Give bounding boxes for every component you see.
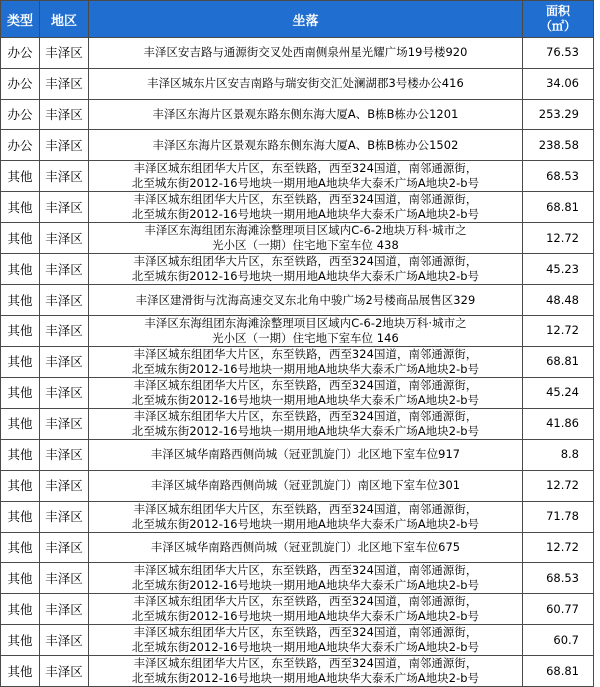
table-row [1,346,594,377]
table-row [1,408,594,439]
address-line: 丰泽区城华南路西侧尚城（冠亚凯旋门）北区地下室车位675 [150,539,461,554]
address-line: 丰泽区城东组团华大片区，东至铁路，西至324国道，南邻通源街， [133,501,478,516]
cell-district: 丰泽区 [40,656,89,687]
table-row [1,656,594,687]
address-line: 丰泽区城东组团华大片区，东至铁路，西至324国道，南邻通源街， [133,377,478,392]
cell-size: 45.24 [523,377,594,408]
cell-address [89,594,523,625]
cell-address [89,563,523,594]
cell-address [89,532,523,563]
cell-type: 其他 [1,439,40,470]
address-line: 北至城东街2012-16号地块一期用地A地块华大泰禾广场A地块2-b号 [131,423,480,438]
address-line: 丰泽区城东组团华大片区，东至铁路，西至324国道，南邻通源街， [133,625,478,640]
cell-district: 丰泽区 [40,594,89,625]
cell-address [89,68,523,99]
cell-type: 其他 [1,377,40,408]
cell-address [89,501,523,532]
cell-address [89,254,523,285]
address-line: 丰泽区城华南路西侧尚城（冠亚凯旋门）北区地下室车位917 [150,447,461,462]
cell-district: 丰泽区 [40,192,89,223]
address-line: 北至城东街2012-16号地块一期用地A地块华大泰禾广场A地块2-b号 [131,176,480,191]
cell-size: 60.7 [523,625,594,656]
header-size [523,1,594,38]
cell-address [89,285,523,316]
cell-district: 丰泽区 [40,99,89,130]
cell-address [89,377,523,408]
table-row [1,377,594,408]
cell-type: 其他 [1,532,40,563]
table-row [1,501,594,532]
address-line: 北至城东街2012-16号地块一期用地A地块华大泰禾广场A地块2-b号 [131,392,480,407]
table-body [1,38,594,687]
address-line: 丰泽区城东组团华大片区，东至铁路，西至324国道，南邻通源街， [133,594,478,609]
header-type: 类型 [1,1,40,38]
cell-address [89,130,523,161]
address-line: 丰泽区东海组团东海滩涂整理项目区域内C-6-2地块万科·城市之 [144,315,467,330]
cell-type: 其他 [1,285,40,316]
cell-district: 丰泽区 [40,346,89,377]
cell-type: 其他 [1,470,40,501]
cell-size: 253.29 [523,99,594,130]
table-row [1,99,594,130]
cell-type: 其他 [1,563,40,594]
cell-type: 办公 [1,99,40,130]
cell-district: 丰泽区 [40,470,89,501]
cell-size: 41.86 [523,408,594,439]
cell-size: 8.8 [523,439,594,470]
table-header-row [1,1,594,38]
cell-district: 丰泽区 [40,501,89,532]
cell-address [89,99,523,130]
cell-district: 丰泽区 [40,285,89,316]
table-row [1,439,594,470]
cell-address [89,439,523,470]
cell-size: 12.72 [523,315,594,346]
address-line: 丰泽区建滑街与沈海高速交叉东北角中骏广场2号楼商品展售区329 [135,292,476,307]
table-row [1,68,594,99]
cell-size: 68.81 [523,656,594,687]
cell-district: 丰泽区 [40,315,89,346]
cell-size: 48.48 [523,285,594,316]
cell-type: 其他 [1,346,40,377]
header-size-unit: （㎡） [539,19,576,33]
cell-district: 丰泽区 [40,408,89,439]
cell-type: 办公 [1,38,40,69]
cell-size: 76.53 [523,38,594,69]
address-line: 北至城东街2012-16号地块一期用地A地块华大泰禾广场A地块2-b号 [131,269,480,284]
cell-address [89,161,523,192]
cell-address [89,656,523,687]
cell-size: 12.72 [523,470,594,501]
table-row [1,470,594,501]
address-line: 丰泽区城东组团华大片区，东至铁路，西至324国道，南邻通源街， [133,161,478,176]
cell-address [89,470,523,501]
cell-type: 其他 [1,408,40,439]
address-line: 丰泽区东海组团东海滩涂整理项目区域内C-6-2地块万科·城市之 [144,223,467,238]
table-row [1,563,594,594]
cell-address [89,223,523,254]
address-line: 光小区（一期）住宅地下室车位 146 [212,330,399,345]
cell-district: 丰泽区 [40,68,89,99]
cell-size: 238.58 [523,130,594,161]
address-line: 丰泽区城东组团华大片区，东至铁路，西至324国道，南邻通源街， [133,408,478,423]
table-row [1,532,594,563]
cell-type: 其他 [1,656,40,687]
address-line: 丰泽区城东组团华大片区，东至铁路，西至324国道，南邻通源街， [133,192,478,207]
cell-address [89,408,523,439]
cell-district: 丰泽区 [40,161,89,192]
cell-type: 其他 [1,223,40,254]
cell-size: 12.72 [523,532,594,563]
table-row [1,315,594,346]
cell-type: 其他 [1,192,40,223]
cell-size: 68.53 [523,161,594,192]
address-line: 丰泽区安吉路与通源街交叉处西南侧泉州星光耀广场19号楼920 [143,45,468,60]
address-line: 北至城东街2012-16号地块一期用地A地块华大泰禾广场A地块2-b号 [131,516,480,531]
table-row [1,161,594,192]
cell-type: 其他 [1,254,40,285]
cell-address [89,38,523,69]
address-line: 丰泽区东海片区景观东路东侧东海大厦A、B栋B栋办公1502 [152,137,459,152]
address-line: 丰泽区城华南路西侧尚城（冠亚凯旋门）南区地下室车位301 [150,478,461,493]
table-row [1,223,594,254]
table-row [1,130,594,161]
address-line: 光小区（一期）住宅地下室车位 438 [212,238,399,253]
table-row [1,38,594,69]
cell-address [89,346,523,377]
cell-type: 其他 [1,594,40,625]
cell-type: 办公 [1,130,40,161]
cell-district: 丰泽区 [40,377,89,408]
cell-size: 71.78 [523,501,594,532]
header-address: 坐落 [89,1,523,38]
address-line: 北至城东街2012-16号地块一期用地A地块华大泰禾广场A地块2-b号 [131,361,480,376]
header-area: 地区 [40,1,89,38]
address-line: 北至城东街2012-16号地块一期用地A地块华大泰禾广场A地块2-b号 [131,640,480,655]
cell-size: 12.72 [523,223,594,254]
address-line: 丰泽区城东组团华大片区，东至铁路，西至324国道，南邻通源街， [133,346,478,361]
address-line: 北至城东街2012-16号地块一期用地A地块华大泰禾广场A地块2-b号 [131,207,480,222]
table-row [1,594,594,625]
address-line: 北至城东街2012-16号地块一期用地A地块华大泰禾广场A地块2-b号 [131,671,480,686]
address-line: 丰泽区城东组团华大片区，东至铁路，西至324国道，南邻通源街， [133,563,478,578]
cell-address [89,192,523,223]
cell-district: 丰泽区 [40,563,89,594]
cell-type: 办公 [1,68,40,99]
cell-district: 丰泽区 [40,439,89,470]
cell-district: 丰泽区 [40,625,89,656]
address-line: 丰泽区东海片区景观东路东侧东海大厦A、B栋B栋办公1201 [152,106,459,121]
table-row [1,625,594,656]
cell-size: 68.81 [523,192,594,223]
address-line: 丰泽区城东组团华大片区，东至铁路，西至324国道，南邻通源街， [133,656,478,671]
cell-type: 其他 [1,625,40,656]
table-row [1,285,594,316]
cell-district: 丰泽区 [40,130,89,161]
cell-district: 丰泽区 [40,223,89,254]
address-line: 北至城东街2012-16号地块一期用地A地块华大泰禾广场A地块2-b号 [131,609,480,624]
cell-size: 68.81 [523,346,594,377]
address-line: 丰泽区城东组团华大片区，东至铁路，西至324国道，南邻通源街， [133,254,478,269]
table-row [1,192,594,223]
cell-district: 丰泽区 [40,254,89,285]
cell-size: 68.53 [523,563,594,594]
cell-size: 60.77 [523,594,594,625]
cell-size: 34.06 [523,68,594,99]
header-size-label: 面积 [545,4,570,18]
cell-type: 其他 [1,501,40,532]
cell-address [89,625,523,656]
address-line: 北至城东街2012-16号地块一期用地A地块华大泰禾广场A地块2-b号 [131,578,480,593]
cell-address [89,315,523,346]
cell-district: 丰泽区 [40,532,89,563]
table-row [1,254,594,285]
cell-size: 45.23 [523,254,594,285]
address-line: 丰泽区城东片区安吉南路与瑞安街交汇处澜湖郡3号楼办公416 [147,76,464,91]
cell-type: 其他 [1,161,40,192]
cell-district: 丰泽区 [40,38,89,69]
cell-type: 其他 [1,315,40,346]
